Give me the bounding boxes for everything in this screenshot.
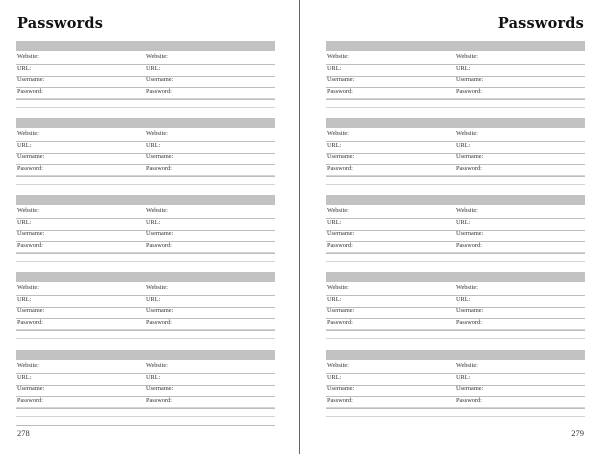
entry-row bbox=[16, 283, 275, 296]
field-label: Website: bbox=[327, 362, 349, 369]
field-label: URL: bbox=[456, 296, 471, 303]
field-label: URL: bbox=[17, 374, 32, 381]
field-label: Website: bbox=[146, 53, 168, 60]
field-label: Username: bbox=[17, 230, 45, 237]
field-label: URL: bbox=[456, 65, 471, 72]
field-label: Website: bbox=[456, 284, 478, 291]
entry-header-bar bbox=[16, 41, 275, 51]
field-label: Username: bbox=[456, 307, 484, 314]
field-label: URL: bbox=[456, 374, 471, 381]
entry-row bbox=[16, 52, 275, 65]
field-label: URL: bbox=[146, 65, 161, 72]
field-label: URL: bbox=[327, 219, 342, 226]
field-label: Username: bbox=[327, 385, 355, 392]
entry-row bbox=[326, 384, 585, 397]
entry-row bbox=[16, 384, 275, 397]
entry-row bbox=[326, 75, 585, 88]
password-entry-block bbox=[16, 118, 275, 188]
field-label: Password: bbox=[456, 319, 482, 326]
field-label: Website: bbox=[456, 207, 478, 214]
entry-row bbox=[16, 206, 275, 219]
blank-line bbox=[326, 329, 585, 330]
entry-header-bar bbox=[16, 272, 275, 282]
field-label: Password: bbox=[456, 242, 482, 249]
field-label: Website: bbox=[327, 130, 349, 137]
blank-line bbox=[326, 184, 585, 185]
entry-row bbox=[16, 306, 275, 319]
field-label: Username: bbox=[146, 385, 174, 392]
entry-header-bar bbox=[16, 118, 275, 128]
blank-line bbox=[326, 175, 585, 176]
blank-line bbox=[16, 252, 275, 253]
blank-line bbox=[16, 338, 275, 339]
field-label: Website: bbox=[456, 130, 478, 137]
field-label: Website: bbox=[456, 53, 478, 60]
blank-line bbox=[16, 329, 275, 330]
password-entry-block bbox=[16, 195, 275, 265]
field-label: Password: bbox=[456, 397, 482, 404]
field-label: Website: bbox=[146, 130, 168, 137]
field-label: Username: bbox=[327, 153, 355, 160]
field-label: Website: bbox=[146, 284, 168, 291]
password-entry-block bbox=[326, 118, 585, 188]
blank-line bbox=[326, 252, 585, 253]
field-label: URL: bbox=[456, 219, 471, 226]
field-label: URL: bbox=[146, 142, 161, 149]
entry-header-bar bbox=[326, 350, 585, 360]
field-label: Website: bbox=[17, 362, 39, 369]
entry-row bbox=[326, 283, 585, 296]
blank-line bbox=[326, 338, 585, 339]
password-entry-block bbox=[326, 195, 585, 265]
field-label: Website: bbox=[17, 284, 39, 291]
entry-header-bar bbox=[326, 272, 585, 282]
field-label: Username: bbox=[17, 153, 45, 160]
password-entry-block bbox=[326, 272, 585, 342]
field-label: Password: bbox=[17, 88, 43, 95]
blank-line bbox=[16, 407, 275, 408]
field-label: URL: bbox=[146, 296, 161, 303]
field-label: Password: bbox=[327, 242, 353, 249]
blank-line bbox=[16, 184, 275, 185]
field-label: URL: bbox=[327, 374, 342, 381]
field-label: Password: bbox=[327, 88, 353, 95]
entry-row bbox=[326, 229, 585, 242]
field-label: Username: bbox=[146, 307, 174, 314]
entry-row bbox=[16, 129, 275, 142]
field-label: Username: bbox=[17, 385, 45, 392]
field-label: Website: bbox=[146, 362, 168, 369]
field-label: URL: bbox=[327, 296, 342, 303]
password-entry-block bbox=[16, 272, 275, 342]
entry-row bbox=[326, 361, 585, 374]
entry-row bbox=[326, 129, 585, 142]
entry-row bbox=[16, 152, 275, 165]
field-label: URL: bbox=[327, 142, 342, 149]
blank-line bbox=[16, 107, 275, 108]
field-label: Password: bbox=[17, 165, 43, 172]
field-label: Password: bbox=[146, 165, 172, 172]
field-label: Password: bbox=[17, 319, 43, 326]
page-title: Passwords bbox=[17, 15, 104, 32]
password-entry-block bbox=[16, 350, 275, 420]
blank-line bbox=[16, 175, 275, 176]
blank-line bbox=[16, 261, 275, 262]
page-number: 278 bbox=[17, 428, 30, 438]
entry-row bbox=[16, 361, 275, 374]
field-label: Username: bbox=[456, 230, 484, 237]
entry-row bbox=[326, 52, 585, 65]
field-label: Password: bbox=[327, 397, 353, 404]
field-label: Password: bbox=[146, 88, 172, 95]
field-label: Username: bbox=[456, 76, 484, 83]
entry-header-bar bbox=[326, 195, 585, 205]
password-entry-block bbox=[16, 41, 275, 111]
field-label: URL: bbox=[17, 65, 32, 72]
field-label: Username: bbox=[146, 230, 174, 237]
blank-line bbox=[326, 107, 585, 108]
field-label: Password: bbox=[327, 165, 353, 172]
field-label: URL: bbox=[456, 142, 471, 149]
entry-row bbox=[326, 152, 585, 165]
field-label: Website: bbox=[327, 53, 349, 60]
entry-header-bar bbox=[326, 118, 585, 128]
field-label: Username: bbox=[327, 307, 355, 314]
field-label: Website: bbox=[456, 362, 478, 369]
field-label: Website: bbox=[17, 53, 39, 60]
field-label: Username: bbox=[456, 385, 484, 392]
entry-header-bar bbox=[16, 195, 275, 205]
field-label: Website: bbox=[146, 207, 168, 214]
field-label: URL: bbox=[327, 65, 342, 72]
field-label: Password: bbox=[146, 319, 172, 326]
entry-header-bar bbox=[16, 350, 275, 360]
field-label: Password: bbox=[327, 319, 353, 326]
page-title: Passwords bbox=[497, 15, 584, 32]
field-label: URL: bbox=[146, 219, 161, 226]
field-label: URL: bbox=[146, 374, 161, 381]
field-label: URL: bbox=[17, 142, 32, 149]
field-label: Website: bbox=[327, 284, 349, 291]
field-label: Password: bbox=[146, 242, 172, 249]
blank-line bbox=[326, 407, 585, 408]
blank-line bbox=[326, 98, 585, 99]
field-label: Username: bbox=[456, 153, 484, 160]
blank-line bbox=[326, 261, 585, 262]
field-label: Username: bbox=[17, 307, 45, 314]
field-label: Password: bbox=[146, 397, 172, 404]
field-label: Username: bbox=[327, 76, 355, 83]
field-label: Password: bbox=[456, 165, 482, 172]
field-label: Username: bbox=[327, 230, 355, 237]
blank-line bbox=[16, 98, 275, 99]
page-number: 279 bbox=[571, 428, 584, 438]
field-label: Website: bbox=[327, 207, 349, 214]
entry-row bbox=[326, 206, 585, 219]
password-entry-block bbox=[326, 350, 585, 420]
entry-row bbox=[16, 75, 275, 88]
field-label: Website: bbox=[17, 207, 39, 214]
entry-row bbox=[16, 229, 275, 242]
right-page bbox=[300, 0, 600, 454]
field-label: Username: bbox=[146, 153, 174, 160]
password-entry-block bbox=[326, 41, 585, 111]
field-label: Website: bbox=[17, 130, 39, 137]
field-label: Password: bbox=[456, 88, 482, 95]
blank-line bbox=[16, 416, 275, 417]
entry-row bbox=[326, 306, 585, 319]
entry-header-bar bbox=[326, 41, 585, 51]
footer-rule bbox=[16, 425, 275, 426]
field-label: Password: bbox=[17, 397, 43, 404]
blank-line bbox=[326, 416, 585, 417]
field-label: URL: bbox=[17, 219, 32, 226]
field-label: Password: bbox=[17, 242, 43, 249]
field-label: Username: bbox=[17, 76, 45, 83]
field-label: URL: bbox=[17, 296, 32, 303]
field-label: Username: bbox=[146, 76, 174, 83]
